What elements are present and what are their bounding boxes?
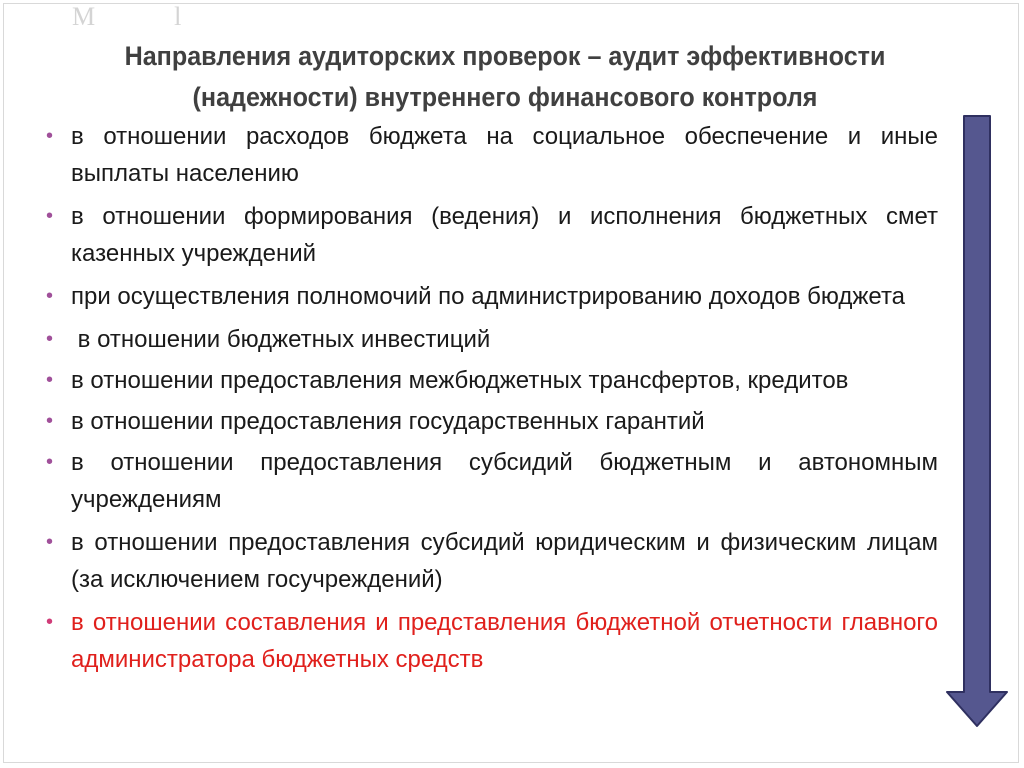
bullet-marker: • (46, 205, 54, 227)
bullet-item (46, 444, 938, 518)
down-arrow-icon (944, 114, 1010, 728)
bullet-text: в отношении бюджетных инвестиций (71, 326, 491, 353)
bullet-item (46, 524, 938, 598)
bullet-marker: • (46, 285, 54, 307)
bullet-marker: • (46, 451, 54, 473)
slide-title (73, 36, 938, 118)
bullet-item (46, 321, 938, 358)
bullet-item (46, 278, 938, 315)
slide-title-line-2: (надежности) внутреннего финансового контроля (192, 82, 818, 112)
bullet-marker: • (46, 328, 54, 350)
bullet-text: в отношении предоставления субсидий бюджетным и автономным учреждениям (71, 449, 938, 513)
bullet-marker: • (46, 369, 54, 391)
bullet-text: в отношении составления и представления бюджетной отчетности главного администратора бюджетных средств (71, 609, 938, 673)
bullet-marker: • (46, 125, 54, 147)
bullet-item (46, 118, 938, 192)
slide-title-line-1: Направления аудиторских проверок – аудит эффективности (124, 41, 886, 71)
bullet-text: в отношении предоставления межбюджетных трансфертов, кредитов (71, 367, 849, 394)
bullet-item (46, 362, 938, 399)
bullet-item (46, 403, 938, 440)
bullet-item (46, 198, 938, 272)
bullet-text: в отношении предоставления субсидий юридическим и физическим лицам (за исключением госучреждений) (71, 529, 938, 593)
bullet-text: в отношении предоставления государственных гарантий (71, 408, 705, 435)
bullet-marker: • (46, 611, 54, 633)
bullet-item-highlighted (46, 604, 938, 678)
watermark-text: М l (72, 2, 204, 31)
down-arrow-shape (947, 116, 1007, 726)
bullet-text: в отношении расходов бюджета на социальное обеспечение и иные выплаты населению (71, 123, 938, 187)
bullet-text: при осуществления полномочий по администрированию доходов бюджета (71, 283, 906, 310)
bullet-list (46, 118, 938, 684)
bullet-marker: • (46, 531, 54, 553)
bullet-marker: • (46, 410, 54, 432)
bullet-text: в отношении формирования (ведения) и исполнения бюджетных смет казенных учреждений (71, 203, 938, 267)
